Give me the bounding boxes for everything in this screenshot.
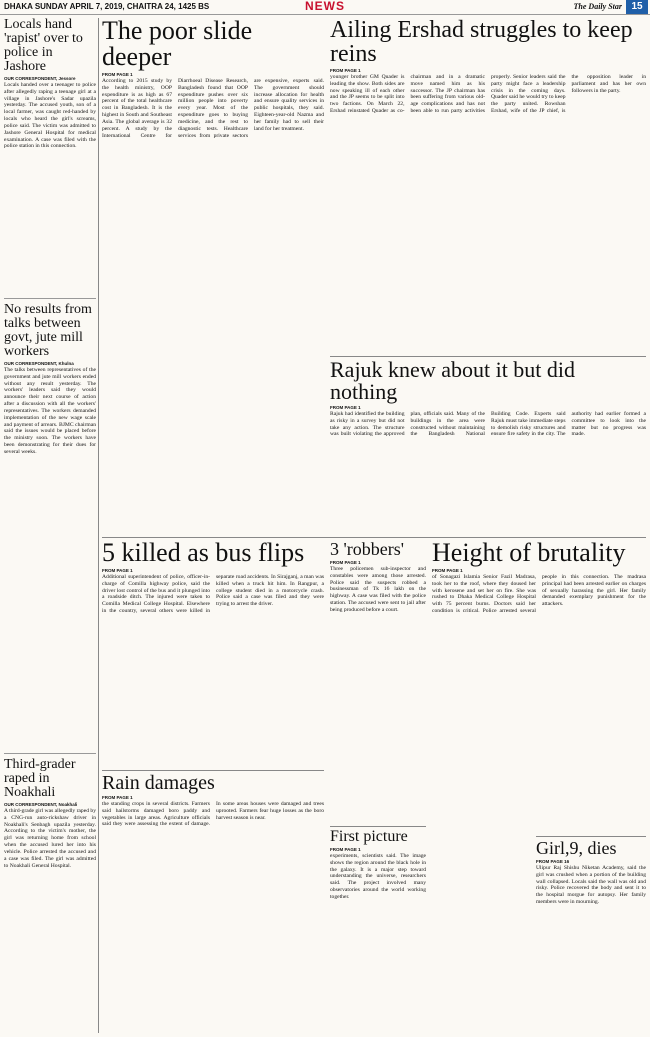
article-body: The talks between representatives of the government and jute mill workers ended without any result yesterday. The workers' leaders said they would announce their next course of action after a discussion with all the workers' representatives. The workers demanded implementation of the new wage scale and payment of arrears. BJMC chairman said the issues would be placed before the ministry soon. The workers have been demonstrating for their dues for several weeks. bbox=[4, 367, 96, 455]
article-body: experiments, scientists said. The image shows the region around the black hole in the galaxy. It is a major step toward understanding the universe, researchers said. The project involved many observatories around the world working together. bbox=[330, 853, 426, 900]
byline: FROM PAGE 1 bbox=[330, 68, 361, 73]
article-mills bbox=[4, 298, 96, 747]
article-body: Additional superintendent of police, officer-in-charge of Comilla highway police, said the driver lost control of the bus and it plunged into a roadside ditch. The injured were taken to Comilla Medical College Hospital. Elsewhere in the country, several others were killed in separate road accidents. In Sirajganj, a man was killed when a truck hit him. In Rangpur, a college student died in a motorcycle crash. Police said a case was filed and they were trying to arrest the driver. bbox=[102, 574, 324, 615]
headline: Locals hand 'rapist' over to police in Jashore bbox=[4, 18, 83, 74]
article-body: of Sonagazi Islamia Senior Fazil Madrasa, took her to the roof, where they doused her with kerosene and set her on fire. She was rushed to Dhaka Medical College Hospital with 75 percent burns. Doctors said her condition is critical. Police arrested several people in this connection. The madrasa principal had been arrested earlier on charges of sexually harassing the girl. Her family demanded exemplary punishment for the attackers. bbox=[432, 574, 646, 615]
byline: FROM PAGE 1 bbox=[102, 568, 133, 573]
page-header bbox=[0, 0, 650, 15]
horizontal-rule bbox=[102, 537, 646, 538]
article-body: Three policemen sub-inspector and constables were among those arrested. Police said the suspects robbed a businessman of Tk 16 lakh on the highway. A case was filed with the police station. The accused were sent to jail after being produced before a court. bbox=[330, 566, 426, 613]
article-body: the standing crops in several districts. Farmers said hailstorms damaged boro paddy and vegetables in large areas. Agriculture officials said they were assessing the extent of damage. In some areas houses were damaged and trees uprooted. Farmers fear huge losses as the boro harvest season is near. bbox=[102, 801, 324, 828]
byline: OUR CORRESPONDENT, Jessore bbox=[4, 76, 76, 81]
byline: FROM PAGE 1 bbox=[330, 560, 361, 565]
masthead-logo: The Daily Star bbox=[573, 2, 622, 11]
article-rain bbox=[102, 770, 324, 1036]
byline: OUR CORRESPONDENT, Noakhali bbox=[4, 802, 78, 807]
headline: First picture bbox=[330, 828, 408, 845]
article-poorslide bbox=[102, 18, 324, 538]
byline: FROM PAGE 1 bbox=[102, 795, 133, 800]
article-rajuk bbox=[330, 356, 646, 534]
byline: FROM PAGE 1 bbox=[432, 568, 463, 573]
article-jessore bbox=[4, 18, 96, 292]
byline: OUR CORRESPONDENT, Khulna bbox=[4, 361, 74, 366]
article-busflips bbox=[102, 540, 324, 650]
dateline: DHAKA SUNDAY APRIL 7, 2019, CHAITRA 24, 1425 BS bbox=[4, 2, 210, 11]
headline: 3 'robbers' bbox=[330, 540, 404, 559]
article-body: Locals handed over a teenager to police after allegedly raping a teenage girl at a village in Jashore's Sadar upazila yesterday. The accused youth, son of a local farmer, was caught red-handed by locals who heard the girl's screams, police said. The victim was admitted to Jashore General Hospital for medical examination. A case was filed with the police station in this connection. bbox=[4, 82, 96, 150]
byline: FROM PAGE 1 bbox=[102, 72, 133, 77]
headline: Ailing Ershad struggles to keep reins bbox=[330, 18, 633, 67]
section-title: NEWS bbox=[305, 0, 345, 13]
article-noakhali bbox=[4, 753, 96, 869]
article-body: younger brother GM Quader is leading the show. Both sides are now speaking ill of each other and the JP seems to be split into two factions. On March 22, Ershad reinstated Quader as co-chairman and in a dramatic move named him as his successor. The JP chairman has been suffering from various old-age complications and has not been able to run party activities properly. Senior leaders said the party might face a leadership crisis in the coming days. Quader said he would try to keep the party united. Rowshan Ershad, wife of the JP chief, is the opposition leader in parliament and has her own followers in the party. bbox=[330, 74, 646, 115]
headline: No results from talks between govt, jute mill workers bbox=[4, 302, 92, 359]
headline: Rajuk knew about it but did nothing bbox=[330, 357, 576, 404]
article-ershad bbox=[330, 18, 646, 358]
article-brutality bbox=[432, 540, 646, 840]
page-number: 15 bbox=[626, 0, 648, 14]
article-robbers bbox=[330, 540, 426, 820]
byline: FROM PAGE 16 bbox=[536, 859, 570, 864]
headline: Girl,9, dies bbox=[536, 838, 617, 858]
article-body: Rajuk had identified the building as risky in a survey but did not take any action. The structure was built violating the approved plan, officials said. Many of the buildings in the area were constructed without maintaining the Bangladesh National Building Code. Experts said Rajuk must take immediate steps to demolish risky structures and ensure fire safety in the city. The authority had earlier formed a committee to look into the matter but no progress was made. bbox=[330, 411, 646, 438]
article-body: A third-grade girl was allegedly raped by a CNG-run auto-rickshaw driver in Noakhali's Senbagh upazila yesterday. According to the victim's mother, the girl was returning home from school when the accused lured her into his vehicle. Police arrested the accused and a case was filed. The girl was admitted to Noakhali General Hospital. bbox=[4, 808, 96, 869]
article-body: According to 2015 study by the health ministry, OOP expenditure is as high as 67 percent of the total healthcare cost in Bangladesh. It is the highest in South and Southeast Asia. The global average is 32 percent. A study by the International Centre for Diarrhoeal Disease Research, Bangladesh found that OOP expenditure pushes over six million people into poverty every year. Most of the expenditure goes to buying medicine, and the rest to diagnostic tests. Healthcare services from private sectors are expensive, experts said. The government should increase allocation for health and ensure quality services in public hospitals, they said. Eighteen-year-old Nazma and her family had to sell their land for her treatment. bbox=[102, 78, 324, 139]
byline: FROM PAGE 1 bbox=[330, 405, 361, 410]
article-body: Ulipur Raj Shishu Niketan Academy, said the girl was crushed when a portion of the building wall collapsed. Locals said the wall was old and risky. Police recovered the body and sent it to the hospital morgue for autopsy. Her family members were in mourning. bbox=[536, 865, 646, 906]
byline: FROM PAGE 1 bbox=[330, 847, 361, 852]
headline: Rain damages bbox=[102, 772, 215, 794]
headline: 5 killed as bus flips bbox=[102, 540, 305, 567]
column-rule bbox=[98, 18, 99, 1033]
headline: Third-grader raped in Noakhali bbox=[4, 757, 76, 800]
article-girl9 bbox=[536, 836, 646, 1036]
left-column bbox=[4, 18, 96, 1033]
headline: Height of brutality bbox=[432, 540, 626, 567]
article-firstpicture bbox=[330, 826, 426, 1036]
headline: The poor slide deeper bbox=[102, 18, 253, 71]
